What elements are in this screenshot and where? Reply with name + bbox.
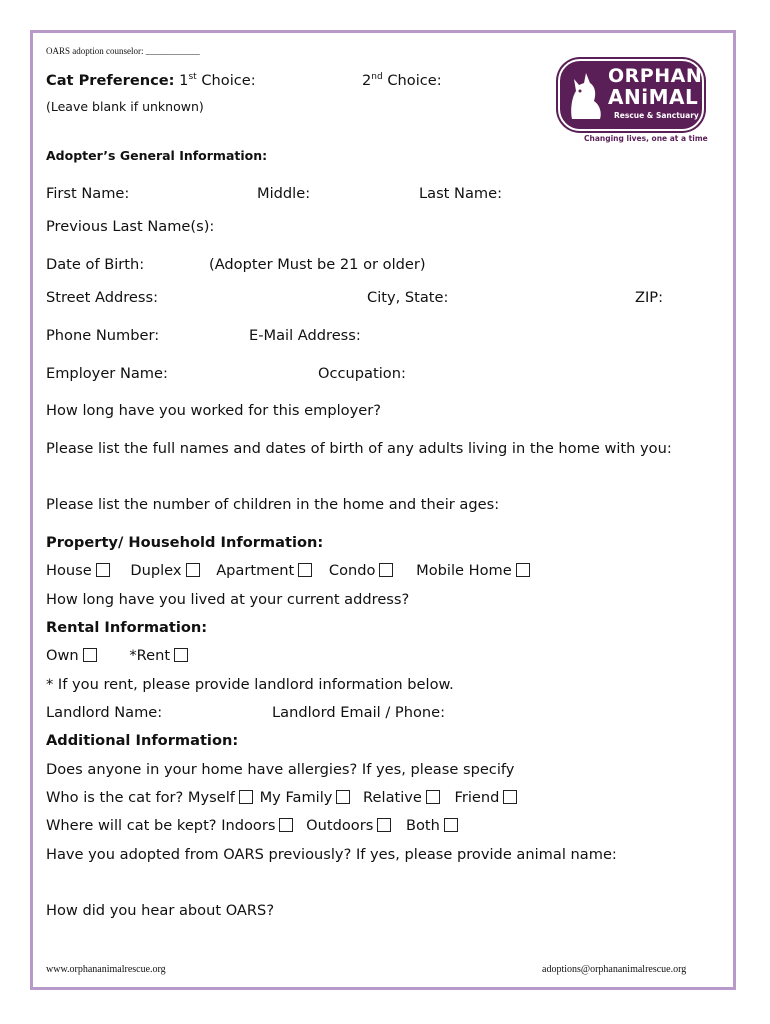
- address-duration-label: How long have you lived at your current address?: [46, 591, 410, 608]
- duplex-label: Duplex: [130, 562, 182, 579]
- children-in-home-label: Please list the number of children in the home and their ages:: [46, 496, 500, 513]
- duplex-checkbox[interactable]: [186, 563, 200, 577]
- second-choice-sup: nd: [371, 72, 383, 83]
- counselor-line: OARS adoption counselor: ____________: [46, 46, 200, 56]
- cat-preference-label: Cat Preference:: [46, 72, 175, 89]
- first-name-label: First Name:: [46, 185, 130, 202]
- relative-checkbox[interactable]: [426, 790, 440, 804]
- indoors-checkbox[interactable]: [279, 818, 293, 832]
- additional-heading: Additional Information:: [46, 732, 239, 749]
- friend-checkbox[interactable]: [503, 790, 517, 804]
- outdoors-label: Outdoors: [306, 817, 374, 834]
- adopted-before-label: Have you adopted from OARS previously? If yes, please provide animal name:: [46, 846, 617, 863]
- leave-blank-note: (Leave blank if unknown): [46, 99, 204, 114]
- employer-label: Employer Name:: [46, 365, 168, 382]
- landlord-name-label: Landlord Name:: [46, 704, 163, 721]
- general-info-heading: Adopter’s General Information:: [46, 148, 268, 163]
- mobile-home-label: Mobile Home: [416, 562, 512, 579]
- employer-duration-label: How long have you worked for this employer?: [46, 402, 381, 419]
- dob-label: Date of Birth:: [46, 256, 145, 273]
- cats-silhouette-icon: [566, 71, 606, 121]
- rental-type-row: [46, 647, 188, 664]
- apartment-checkbox[interactable]: [298, 563, 312, 577]
- rent-label: *Rent: [129, 647, 171, 664]
- cat-preference-second: [362, 72, 442, 89]
- who-for-label: Who is the cat for?: [46, 789, 184, 806]
- landlord-contact-label: Landlord Email / Phone:: [272, 704, 446, 721]
- myself-label: Myself: [187, 789, 235, 806]
- orphan-animal-logo: [558, 59, 704, 131]
- second-choice-label: Choice:: [382, 72, 442, 89]
- logo-line2: ANiMAL: [608, 85, 699, 109]
- email-label: E-Mail Address:: [249, 327, 361, 344]
- indoors-label: Indoors: [221, 817, 276, 834]
- own-label: Own: [46, 647, 79, 664]
- rental-heading: Rental Information:: [46, 619, 208, 636]
- middle-name-label: Middle:: [257, 185, 311, 202]
- adults-in-home-label: Please list the full names and dates of birth of any adults living in the home with you:: [46, 440, 672, 457]
- zip-label: ZIP:: [635, 289, 664, 306]
- first-choice-sup: st: [188, 72, 197, 83]
- phone-label: Phone Number:: [46, 327, 160, 344]
- second-choice-num: 2: [362, 72, 372, 89]
- allergies-label: Does anyone in your home have allergies? If yes, please specify: [46, 761, 515, 778]
- first-choice-label: Choice:: [196, 72, 256, 89]
- occupation-label: Occupation:: [318, 365, 406, 382]
- where-kept-row: [46, 817, 458, 834]
- landlord-note: * If you rent, please provide landlord information below.: [46, 676, 454, 693]
- relative-label: Relative: [363, 789, 422, 806]
- outdoors-checkbox[interactable]: [377, 818, 391, 832]
- logo-tagline: Changing lives, one at a time: [584, 134, 708, 143]
- last-name-label: Last Name:: [419, 185, 503, 202]
- condo-label: Condo: [328, 562, 376, 579]
- friend-label: Friend: [454, 789, 500, 806]
- my-family-checkbox[interactable]: [336, 790, 350, 804]
- who-for-row: [46, 789, 517, 806]
- mobile-home-checkbox[interactable]: [516, 563, 530, 577]
- first-choice-num: 1: [179, 72, 189, 89]
- footer-email: adoptions@orphananimalrescue.org: [542, 964, 687, 975]
- property-type-row: [46, 562, 530, 579]
- previous-last-name-label: Previous Last Name(s):: [46, 218, 215, 235]
- footer-website: www.orphananimalrescue.org: [46, 964, 166, 975]
- house-checkbox[interactable]: [96, 563, 110, 577]
- apartment-label: Apartment: [216, 562, 295, 579]
- city-state-label: City, State:: [367, 289, 449, 306]
- street-address-label: Street Address:: [46, 289, 159, 306]
- dob-note: (Adopter Must be 21 or older): [209, 256, 426, 273]
- rent-checkbox[interactable]: [174, 648, 188, 662]
- logo-line1: ORPHAN: [608, 65, 703, 87]
- myself-checkbox[interactable]: [239, 790, 253, 804]
- my-family-label: My Family: [259, 789, 333, 806]
- own-checkbox[interactable]: [83, 648, 97, 662]
- hear-about-label: How did you hear about OARS?: [46, 902, 275, 919]
- house-label: House: [46, 562, 92, 579]
- condo-checkbox[interactable]: [379, 563, 393, 577]
- both-label: Both: [405, 817, 440, 834]
- cat-preference-first: [46, 72, 256, 89]
- property-heading: Property/ Household Information:: [46, 534, 324, 551]
- logo-line3: Rescue & Sanctuary: [614, 111, 699, 120]
- both-checkbox[interactable]: [444, 818, 458, 832]
- where-kept-label: Where will cat be kept?: [46, 817, 217, 834]
